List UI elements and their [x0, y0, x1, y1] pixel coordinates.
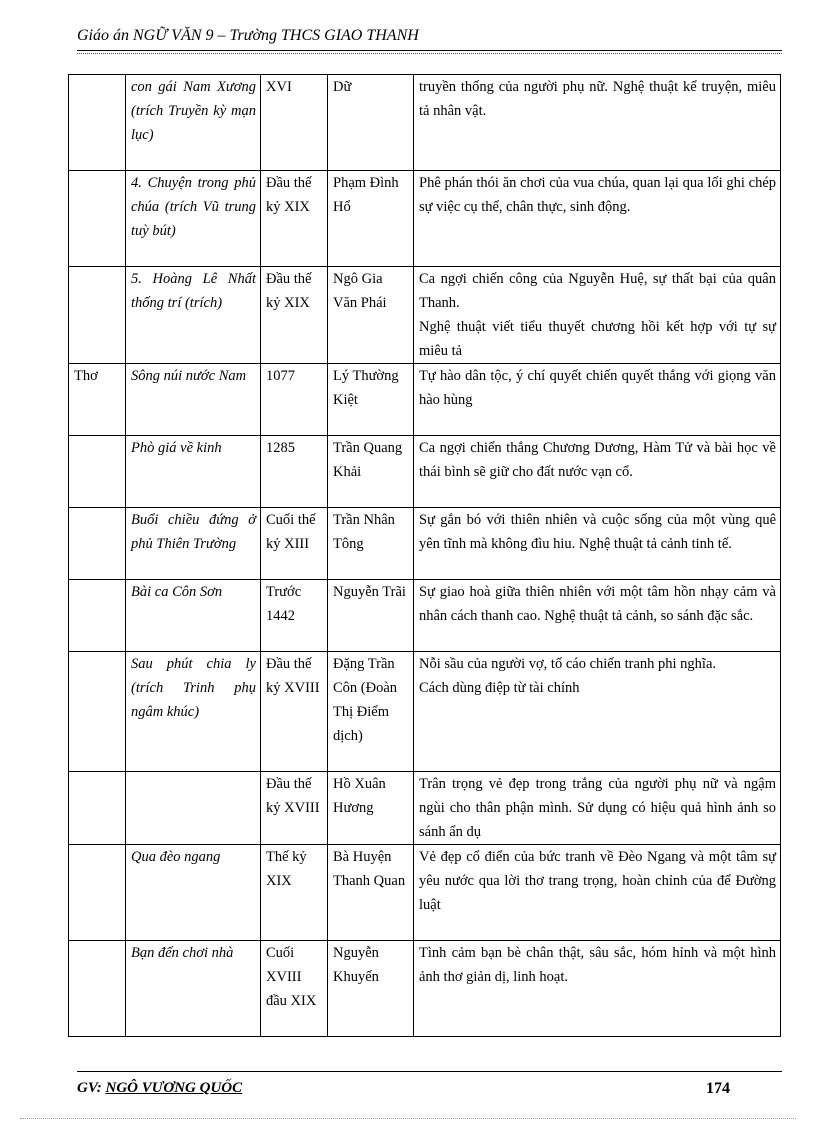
content-cell: [414, 941, 781, 1037]
content-line: truyền thống của người phụ nữ. Nghệ thuật kể truyện, miêu tả nhân vật.: [419, 79, 776, 119]
genre-cell: [69, 267, 126, 364]
author-cell: Lý Thường Kiệt: [328, 364, 414, 436]
table-row: [69, 75, 781, 171]
content-line: Nỗi sầu của người vợ, tố cáo chiến tranh phi nghĩa.: [419, 656, 717, 672]
content-cell: [414, 171, 781, 267]
time-cell: Đầu thế kỷ XVIII: [261, 772, 328, 845]
content-cell: [414, 364, 781, 436]
author-cell: Dữ: [328, 75, 414, 171]
genre-cell: [69, 436, 126, 508]
work-title-cell: Phò giá về kinh: [126, 436, 261, 508]
author-cell: Đặng Trần Côn (Đoàn Thị Điểm dịch): [328, 652, 414, 772]
footer-teacher: [77, 1080, 242, 1097]
genre-cell: [69, 75, 126, 171]
content-cell: [414, 652, 781, 772]
footer-divider: [77, 1071, 782, 1072]
work-title-cell: Bài ca Côn Sơn: [126, 580, 261, 652]
table-row: [69, 508, 781, 580]
work-title-cell: Bạn đến chơi nhà: [126, 941, 261, 1037]
author-cell: Bà Huyện Thanh Quan: [328, 845, 414, 941]
genre-cell: [69, 845, 126, 941]
table-row: [69, 436, 781, 508]
time-cell: Trước 1442: [261, 580, 328, 652]
author-cell: Nguyễn Trãi: [328, 580, 414, 652]
genre-cell: [69, 772, 126, 845]
teacher-name: NGÔ VƯƠNG QUỐC: [105, 1080, 243, 1096]
content-line: Tình cảm bạn bè chân thật, sâu sắc, hóm hỉnh và một hình ảnh thơ giản dị, linh hoạt.: [419, 945, 776, 985]
work-title-cell: con gái Nam Xương (trích Truyền kỳ mạn lục): [126, 75, 261, 171]
page-number: 174: [706, 1080, 730, 1097]
author-cell: Phạm Đình Hổ: [328, 171, 414, 267]
content-cell: [414, 580, 781, 652]
genre-cell: [69, 941, 126, 1037]
genre-cell: [69, 171, 126, 267]
page-bottom-dotted-rule: [20, 1118, 796, 1119]
time-cell: Thế kỷ XIX: [261, 845, 328, 941]
content-line: Cách dùng điệp từ tài chính: [419, 680, 580, 696]
author-cell: Ngô Gia Văn Phái: [328, 267, 414, 364]
header-title: Giáo án NGỮ VĂN 9 – Trường THCS GIAO THANH: [77, 27, 419, 44]
time-cell: Cuối thế kỷ XIII: [261, 508, 328, 580]
table-row: [69, 267, 781, 364]
time-cell: Đầu thế kỷ XVIII: [261, 652, 328, 772]
work-title-cell: [126, 772, 261, 845]
table-row: [69, 845, 781, 941]
content-line: Vẻ đẹp cổ điển của bức tranh về Đèo Ngang và một tâm sự yêu nước qua lời thơ trang trọng, hoàn chỉnh của để Đường luật: [419, 849, 776, 913]
time-cell: 1077: [261, 364, 328, 436]
content-line: Phê phán thói ăn chơi của vua chúa, quan lại qua lối ghi chép sự việc cụ thể, chân thực, sinh động.: [419, 175, 776, 215]
content-line: Sự giao hoà giữa thiên nhiên với một tâm hồn nhạy cảm và nhân cách thanh cao. Nghệ thuật tả cảnh, so sánh đặc sắc.: [419, 584, 776, 624]
genre-cell: [69, 580, 126, 652]
table-row: [69, 772, 781, 845]
header-divider-dotted: [77, 53, 782, 54]
author-cell: Trần Quang Khải: [328, 436, 414, 508]
table-row: [69, 941, 781, 1037]
author-cell: Trần Nhân Tông: [328, 508, 414, 580]
work-title-cell: 5. Hoàng Lê Nhất thống trí (trích): [126, 267, 261, 364]
content-cell: [414, 508, 781, 580]
content-line: Ca ngợi chiến thắng Chương Dương, Hàm Tử và bài học về thái bình sẽ giữ cho đất nước vạn cổ.: [419, 440, 776, 480]
time-cell: XVI: [261, 75, 328, 171]
author-cell: Nguyễn Khuyến: [328, 941, 414, 1037]
time-cell: Cuối XVIII đầu XIX: [261, 941, 328, 1037]
work-title-cell: 4. Chuyện trong phủ chúa (trích Vũ trung tuỳ bút): [126, 171, 261, 267]
content-line: Sự gắn bó với thiên nhiên và cuộc sống của một vùng quê yên tĩnh mà không đìu hiu. Nghệ thuật tả cảnh tinh tế.: [419, 512, 776, 552]
content-line: Nghệ thuật viết tiểu thuyết chương hồi kết hợp với tự sự miêu tả: [419, 319, 776, 359]
content-line: Tự hào dân tộc, ý chí quyết chiến quyết thắng với giọng văn hào hùng: [419, 368, 776, 408]
time-cell: Đầu thế kỷ XIX: [261, 267, 328, 364]
genre-cell: [69, 508, 126, 580]
footer-prefix: GV:: [77, 1080, 106, 1096]
document-header: [77, 27, 782, 45]
table-row: [69, 364, 781, 436]
genre-cell: [69, 652, 126, 772]
time-cell: 1285: [261, 436, 328, 508]
genre-cell: Thơ: [69, 364, 126, 436]
content-cell: [414, 845, 781, 941]
work-title-cell: Buổi chiều đứng ở phủ Thiên Trường: [126, 508, 261, 580]
literature-table: [68, 74, 781, 1037]
table-body: [69, 75, 781, 1037]
content-line: Trân trọng vẻ đẹp trong trắng của người phụ nữ và ngậm ngùi cho thân phận mình. Sử dụng có hiệu quả hình ảnh so sánh ẩn dụ: [419, 776, 776, 840]
author-cell: Hồ Xuân Hương: [328, 772, 414, 845]
table-row: [69, 580, 781, 652]
content-cell: [414, 436, 781, 508]
table-row: [69, 652, 781, 772]
content-cell: [414, 267, 781, 364]
work-title-cell: Qua đèo ngang: [126, 845, 261, 941]
table-row: [69, 171, 781, 267]
work-title-cell: Sông núi nước Nam: [126, 364, 261, 436]
work-title-cell: Sau phút chia ly (trích Trinh phụ ngâm khúc): [126, 652, 261, 772]
header-divider: [77, 50, 782, 51]
content-cell: [414, 75, 781, 171]
time-cell: Đầu thế kỷ XIX: [261, 171, 328, 267]
content-line: Ca ngợi chiến công của Nguyễn Huệ, sự thất bại của quân Thanh.: [419, 271, 776, 311]
content-cell: [414, 772, 781, 845]
